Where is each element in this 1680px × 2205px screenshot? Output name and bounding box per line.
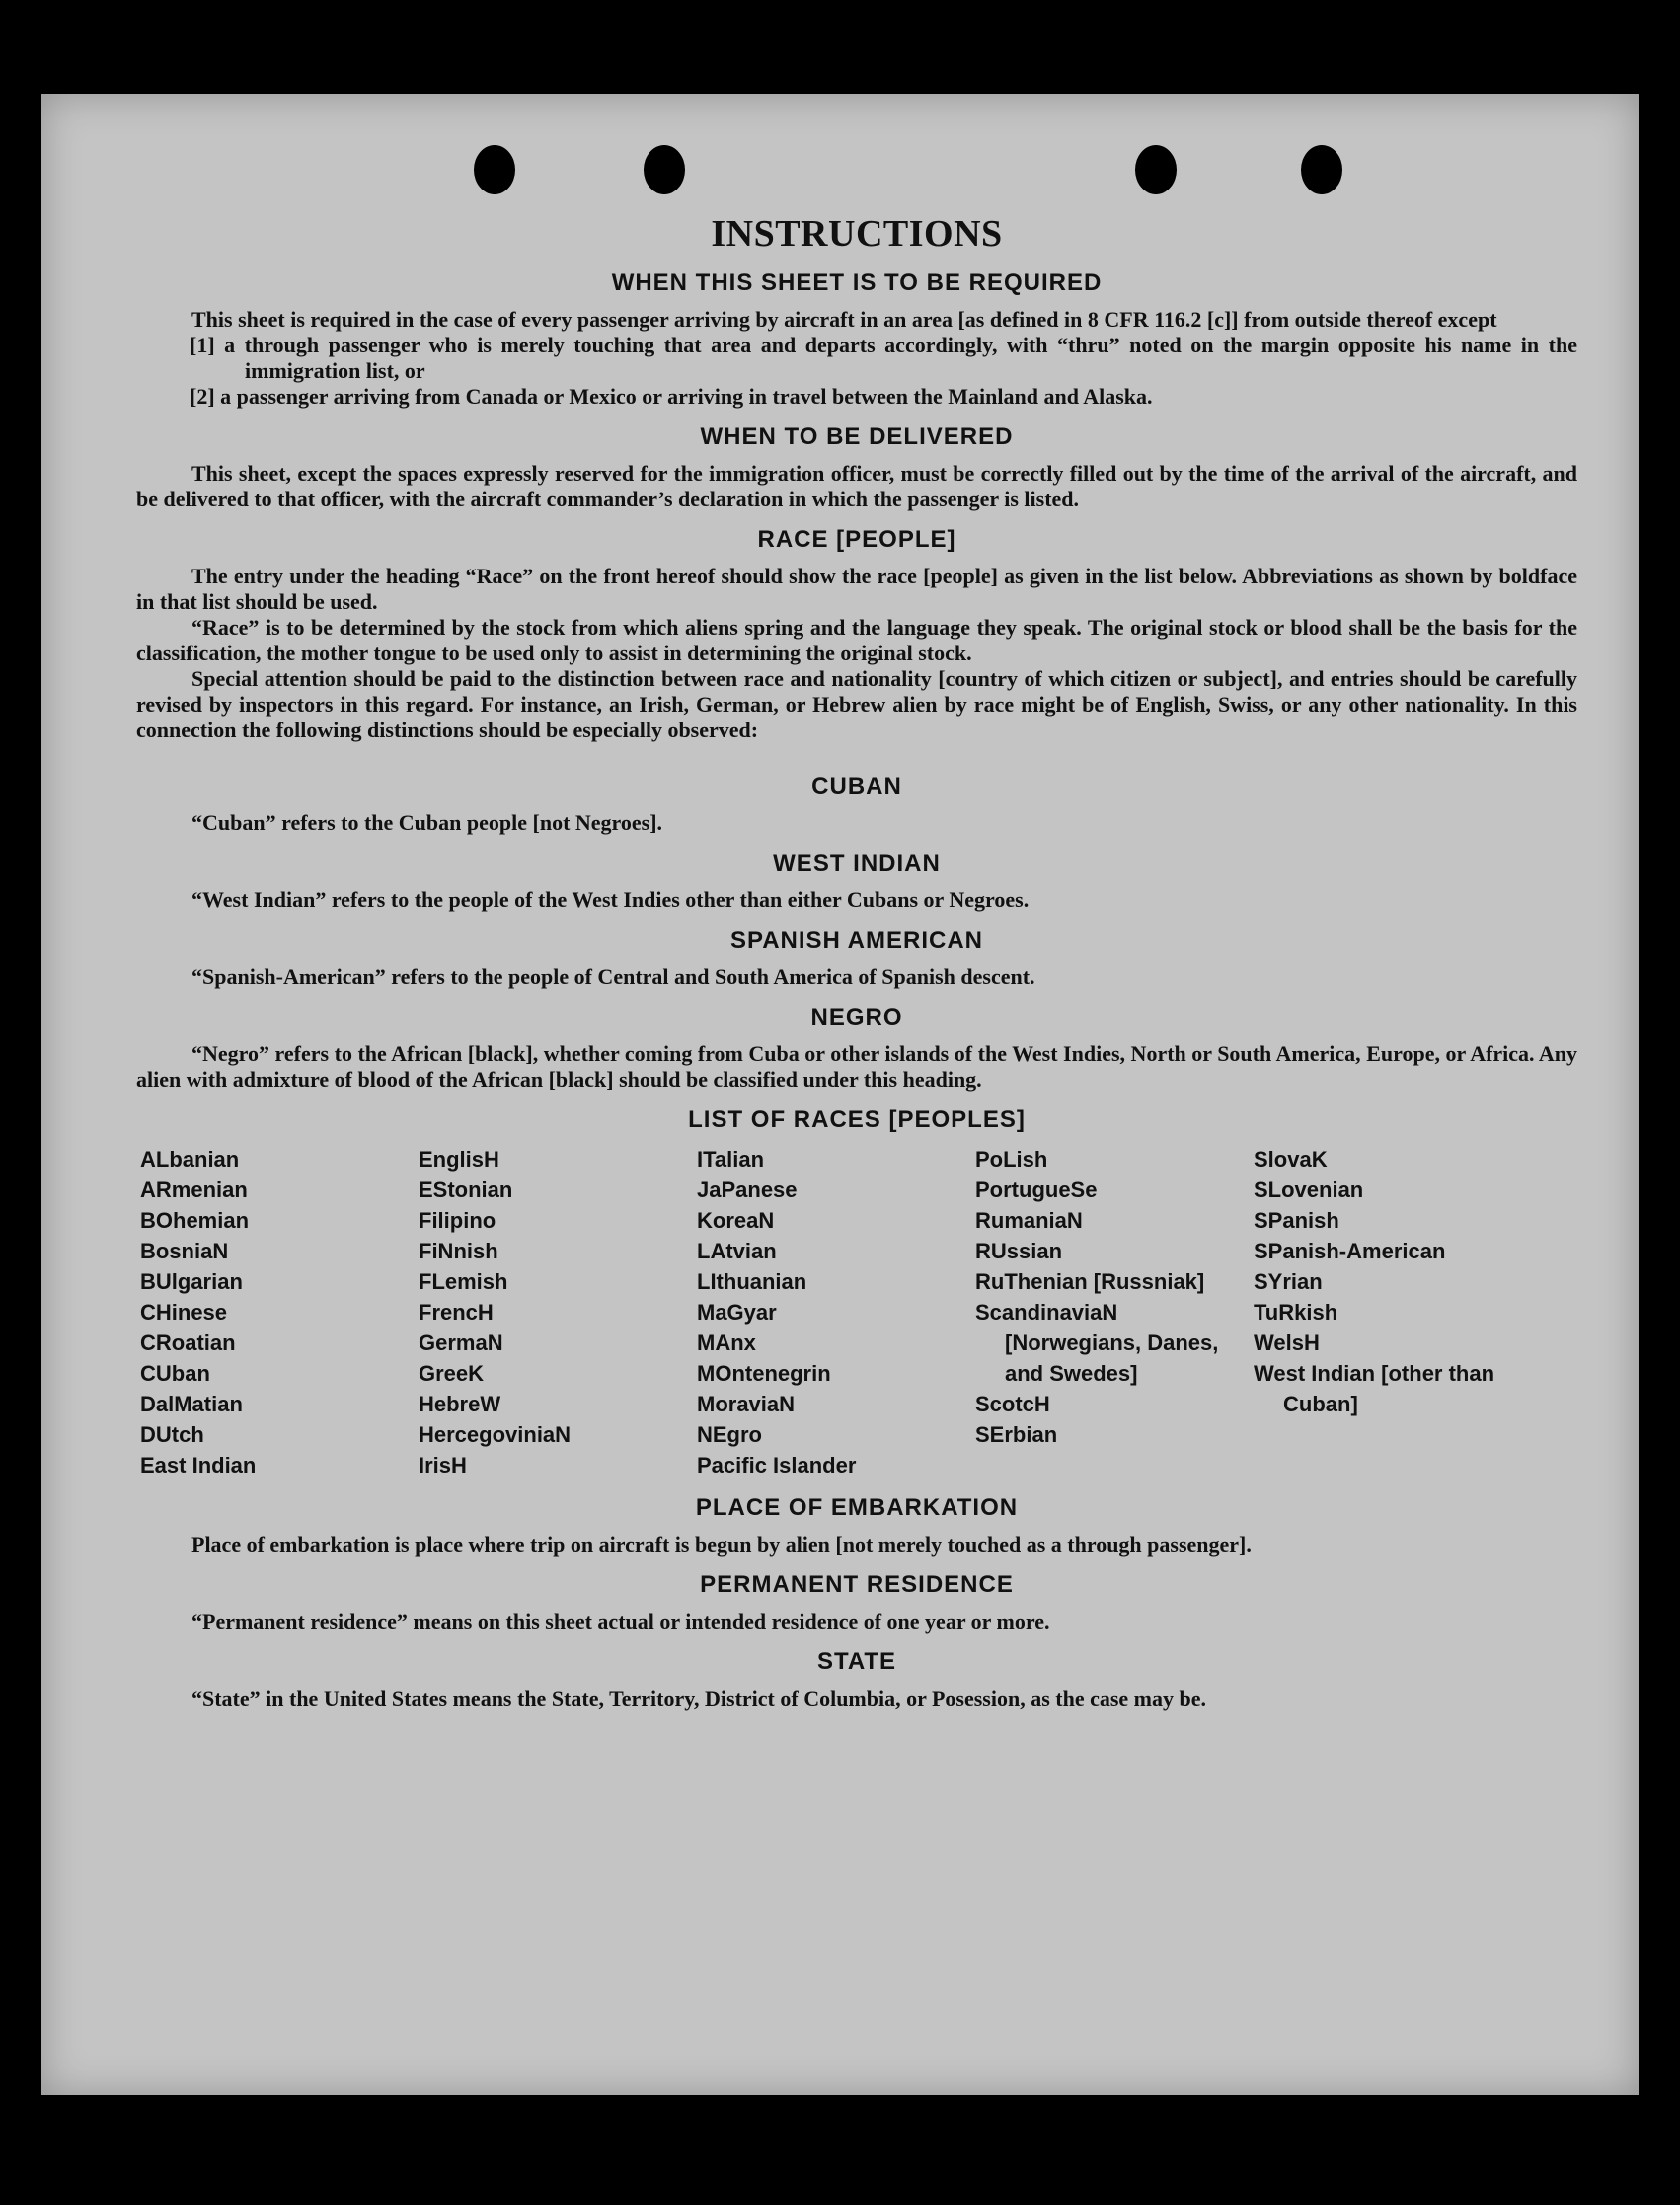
- spanish-american-text: “Spanish-American” refers to the people of Central and South America of Spanish descent.: [191, 964, 1035, 989]
- race-item: West Indian [other than Cuban]: [1254, 1361, 1495, 1416]
- punch-hole-1: [474, 145, 515, 194]
- race-item: RumaniaN: [975, 1208, 1083, 1233]
- race-item: NEgro: [697, 1422, 762, 1447]
- race-paragraph-1: The entry under the heading “Race” on the front hereof should show the race [people] as given in the list below. Abbreviations as shown by boldface in that list should be used.: [136, 564, 1577, 614]
- embarkation-text: Place of embarkation is place where trip on aircraft is begun by alien [not merely touched as a through passenger].: [191, 1532, 1252, 1557]
- heading-embarkation: PLACE OF EMBARKATION: [695, 1494, 1019, 1521]
- heading-permanent-residence: PERMANENT RESIDENCE: [700, 1571, 1014, 1598]
- heading-cuban: CUBAN: [811, 773, 902, 799]
- race-item: WelsH: [1254, 1331, 1320, 1355]
- punch-hole-4: [1301, 145, 1342, 194]
- race-item: MAnx: [697, 1331, 756, 1355]
- west-indian-text: “West Indian” refers to the people of the West Indies other than either Cubans or Negroes.: [191, 887, 1030, 912]
- when-delivered-text: This sheet, except the spaces expressly reserved for the immigration officer, must be correctly filled out by the time of the arrival of the aircraft, and be delivered to that officer, with the aircraft commander’s declaration in which the passenger is listed.: [136, 461, 1577, 511]
- race-item: GermaN: [419, 1331, 503, 1355]
- race-item: RuThenian [Russniak]: [975, 1269, 1205, 1294]
- heading-list-of-races: LIST OF RACES [PEOPLES]: [688, 1106, 1026, 1133]
- race-item: FiNnish: [419, 1239, 498, 1263]
- race-item: JaPanese: [697, 1178, 798, 1202]
- race-item: KoreaN: [697, 1208, 775, 1233]
- race-item: LAtvian: [697, 1239, 777, 1263]
- race-item: East Indian: [140, 1453, 257, 1478]
- race-item: SYrian: [1254, 1269, 1323, 1294]
- when-required-item-2: [2] a passenger arriving from Canada or Mexico or arriving in travel between the Mainland and Alaska.: [190, 384, 1153, 409]
- race-item: GreeK: [419, 1361, 485, 1386]
- race-item: Pacific Islander: [697, 1453, 857, 1478]
- heading-when-delivered: WHEN TO BE DELIVERED: [700, 423, 1014, 450]
- races-list: [140, 1144, 1577, 1481]
- race-item: MoraviaN: [697, 1392, 796, 1416]
- state-text: “State” in the United States means the State, Territory, District of Columbia, or Posession, as the case may be.: [191, 1686, 1207, 1711]
- heading-negro: NEGRO: [810, 1004, 903, 1030]
- race-item: SPanish-American: [1254, 1239, 1446, 1263]
- race-item: EStonian: [419, 1178, 513, 1202]
- races-column-5: [1254, 1144, 1532, 1481]
- race-item: EnglisH: [419, 1147, 499, 1172]
- permanent-residence-text: “Permanent residence” means on this sheet actual or intended residence of one year or more.: [191, 1609, 1050, 1634]
- race-item: CHinese: [140, 1300, 228, 1325]
- race-item: CRoatian: [140, 1331, 236, 1355]
- document-sheet: [41, 94, 1639, 2095]
- race-item: ScotcH: [975, 1392, 1050, 1416]
- race-item: BosniaN: [140, 1239, 229, 1263]
- race-item: ALbanian: [140, 1147, 240, 1172]
- race-item: DUtch: [140, 1422, 204, 1447]
- races-column-1: [140, 1144, 419, 1481]
- race-item: MaGyar: [697, 1300, 777, 1325]
- negro-text: “Negro” refers to the African [black], whether coming from Cuba or other islands of the West Indies, North or South America, Europe, or Africa. Any alien with admixture of blood of the African [black] should be classified under this heading.: [136, 1041, 1577, 1092]
- race-item: IrisH: [419, 1453, 467, 1478]
- race-item: BOhemian: [140, 1208, 250, 1233]
- race-paragraph-3: Special attention should be paid to the distinction between race and nationality [country of which citizen or subject], and entries should be carefully revised by inspectors in this regard. For instance, an Irish, German, or Hebrew alien by race might be of English, Swiss, or any other nationality. In this connection the following distinctions should be especially observed:: [136, 666, 1577, 742]
- race-item: ScandinaviaN [Norwegians, Danes, and Swedes]: [975, 1300, 1219, 1386]
- race-item: FrencH: [419, 1300, 494, 1325]
- race-item: SLovenian: [1254, 1178, 1364, 1202]
- race-item: RUssian: [975, 1239, 1063, 1263]
- heading-west-indian: WEST INDIAN: [773, 850, 941, 876]
- heading-state: STATE: [816, 1648, 897, 1675]
- races-column-3: [697, 1144, 975, 1481]
- race-item: SErbian: [975, 1422, 1058, 1447]
- instructions-content: [136, 212, 1577, 1711]
- heading-when-required: WHEN THIS SHEET IS TO BE REQUIRED: [611, 269, 1103, 296]
- heading-race: RACE [PEOPLE]: [757, 526, 956, 553]
- heading-spanish-american: SPANISH AMERICAN: [729, 927, 983, 953]
- race-item: Filipino: [419, 1208, 496, 1233]
- when-required-item-1: [1] a through passenger who is merely touching that area and departs accordingly, with “thru” noted on the margin opposite his name in the immigration list, or: [190, 333, 1577, 383]
- race-item: SlovaK: [1254, 1147, 1328, 1172]
- race-item: ARmenian: [140, 1178, 248, 1202]
- race-item: CUban: [140, 1361, 210, 1386]
- race-item: MOntenegrin: [697, 1361, 831, 1386]
- race-item: FLemish: [419, 1269, 508, 1294]
- race-paragraph-2: “Race” is to be determined by the stock from which aliens spring and the language they speak. The original stock or blood shall be the basis for the classification, the mother tongue to be used only to assist in determining the original stock.: [136, 615, 1577, 665]
- race-item: BUlgarian: [140, 1269, 243, 1294]
- race-item: DalMatian: [140, 1392, 243, 1416]
- race-item: TuRkish: [1254, 1300, 1338, 1325]
- race-item: HercegoviniaN: [419, 1422, 572, 1447]
- races-column-2: [419, 1144, 697, 1481]
- race-item: HebreW: [419, 1392, 501, 1416]
- punch-hole-3: [1135, 145, 1177, 194]
- race-item: ITalian: [697, 1147, 765, 1172]
- punch-hole-2: [644, 145, 685, 194]
- page-title: INSTRUCTIONS: [711, 213, 1003, 255]
- race-item: SPanish: [1254, 1208, 1339, 1233]
- race-item: LIthuanian: [697, 1269, 807, 1294]
- cuban-text: “Cuban” refers to the Cuban people [not Negroes].: [191, 810, 663, 835]
- races-column-4: [975, 1144, 1254, 1481]
- race-item: PoLish: [975, 1147, 1048, 1172]
- when-required-intro: This sheet is required in the case of every passenger arriving by aircraft in an area [as defined in 8 CFR 116.2 [c]] from outside thereof except: [191, 307, 1497, 332]
- race-item: PortugueSe: [975, 1178, 1098, 1202]
